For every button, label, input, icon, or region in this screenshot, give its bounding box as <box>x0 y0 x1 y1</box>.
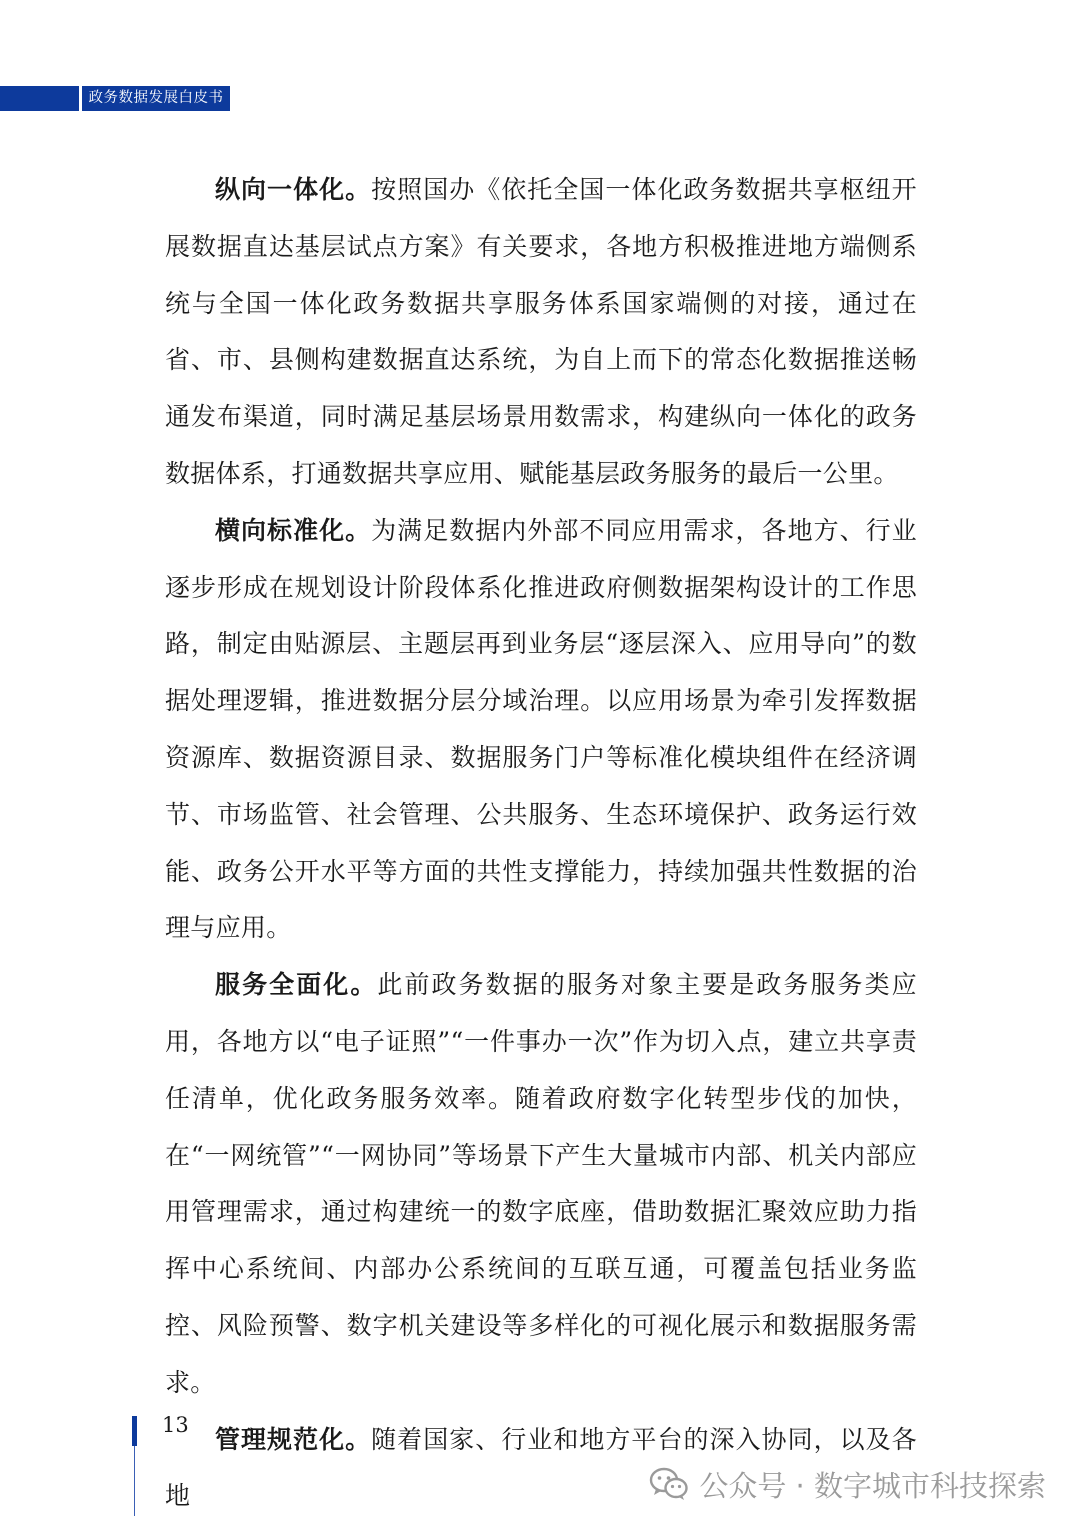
paragraph-lead: 服务全面化。 <box>215 970 378 1000</box>
page-header <box>0 86 232 111</box>
paragraph-lead: 横向标准化。 <box>215 515 372 545</box>
paragraph-text: 随着国家、行业和地方平台的深入协同，以及各地 <box>165 1424 917 1511</box>
paragraph-vertical-integration <box>165 162 917 503</box>
paragraph-text: 按照国办《依托全国一体化政务数据共享枢纽开展数据直达基层试点方案》有关要求，各地方积极推进地方端侧系统与全国一体化政务数据共享服务体系国家端侧的对接，通过在省、市、县侧构建数据直达系统，为自上而下的常态化数据推送畅通发布渠道，同时满足基层场景用数需求，构建纵向一体化的政务数据体系，打通数据共享应用、赋能基层政务服务的最后一公里。 <box>165 175 917 488</box>
paragraph-service-comprehensive <box>165 957 917 1411</box>
document-body <box>165 162 917 1525</box>
watermark <box>649 1462 1046 1506</box>
paragraph-text: 此前政务数据的服务对象主要是政务服务类应用，各地方以“电子证照”“一件事办一次”作为切入点，建立共享责任清单，优化政务服务效率。随着政府数字化转型步伐的加快，在“一网统管”“一网协同”等场景下产生大量城市内部、机关内部应用管理需求，通过构建统一的数字底座，借助数据汇聚效应助力指挥中心系统间、内部办公系统间的互联互通，可覆盖包括业务监控、风险预警、数字机关建设等多样化的可视化展示和数据服务需求。 <box>165 970 917 1397</box>
header-title: 政务数据发展白皮书 <box>82 86 230 111</box>
paragraph-horizontal-standardization <box>165 503 917 957</box>
wechat-icon <box>649 1467 689 1501</box>
footer-divider-line <box>134 1446 135 1516</box>
paragraph-lead: 管理规范化。 <box>215 1424 372 1454</box>
paragraph-lead: 纵向一体化。 <box>215 175 372 204</box>
footer-accent-bar <box>132 1416 137 1446</box>
page-number: 13 <box>162 1413 189 1437</box>
watermark-text: 公众号 · 数字城市科技探索 <box>699 1468 1046 1503</box>
paragraph-text: 为满足数据内外部不同应用需求，各地方、行业逐步形成在规划设计阶段体系化推进政府侧数据架构设计的工作思路，制定由贴源层、主题层再到业务层“逐层深入、应用导向”的数据处理逻辑，推进数据分层分域治理。以应用场景为牵引发挥数据资源库、数据资源目录、数据服务门户等标准化模块组件在经济调节、市场监管、社会管理、公共服务、生态环境保护、政务运行效能、政务公开水平等方面的共性支撑能力，持续加强共性数据的治理与应用。 <box>165 515 917 943</box>
header-color-block <box>0 86 79 111</box>
